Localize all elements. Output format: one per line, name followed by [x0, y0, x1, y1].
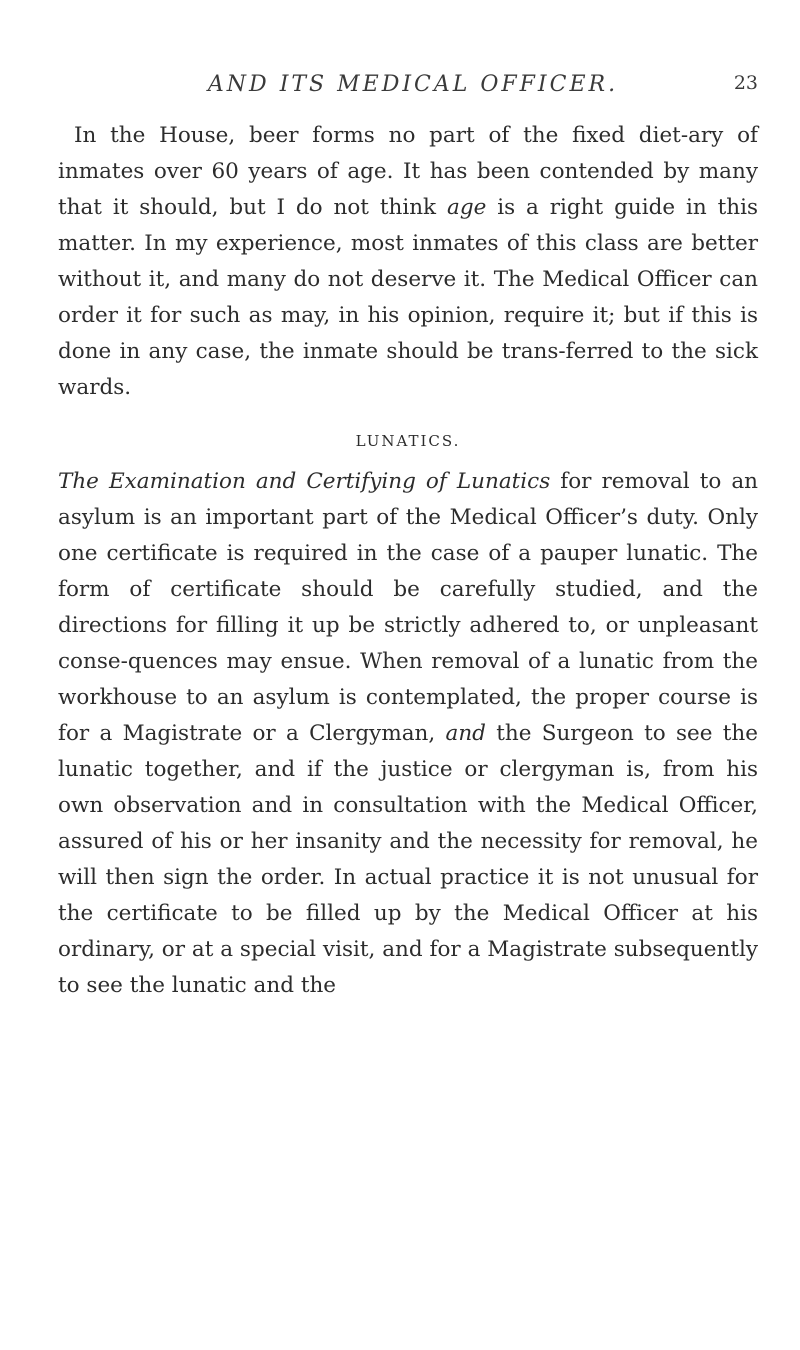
- paragraph-beer: [58, 118, 758, 406]
- paragraph-beer-text-1: In the House, beer forms no part of the fixed diet-ary of inmates over 60 years of age. It has been contended by many that it should, but I do not think: [58, 123, 758, 220]
- page-number: 23: [733, 72, 758, 94]
- running-title: AND ITS MEDICAL OFFICER.: [207, 72, 619, 97]
- body-text: [58, 118, 758, 1004]
- running-head: [58, 72, 758, 112]
- paragraph-lunatics-text-1: for removal to an asylum is an important part of the Medical Officer’s duty. Only one certificate is required in the case of a pauper lunatic. The form of certificate should be carefully studied, and the directions for filling it up be strictly adhered to, or unpleasant conse-quences may ensue. When removal of a lunatic from the workhouse to an asylum is contemplated, the proper course is for a Magistrate or a Clergyman,: [58, 469, 758, 746]
- paragraph-lunatics-italic-and: and: [445, 721, 486, 746]
- paragraph-beer-italic-age: age: [447, 195, 487, 220]
- paragraph-lunatics-italic-lead: The Examination and Certifying of Lunatics: [58, 469, 551, 494]
- paragraph-lunatics-text-2: the Surgeon to see the lunatic together, and if the justice or clergyman is, from his own observation and in consultation with the Medical Officer, assured of his or her insanity and the necessity for removal, he will then sign the order. In actual practice it is not unusual for the certificate to be filled up by the Medical Officer at his ordinary, or at a special visit, and for a Magistrate subsequently to see the lunatic and the: [58, 721, 758, 998]
- section-heading-lunatics: LUNATICS.: [355, 432, 461, 450]
- paragraph-lunatics: [58, 464, 758, 1004]
- paragraph-beer-text-2: is a right guide in this matter. In my experience, most inmates of this class are better without it, and many do not deserve it. The Medical Officer can order it for such as may, in his opinion, require it; but if this is done in any case, the inmate should be trans-ferred to the sick wards.: [58, 195, 758, 400]
